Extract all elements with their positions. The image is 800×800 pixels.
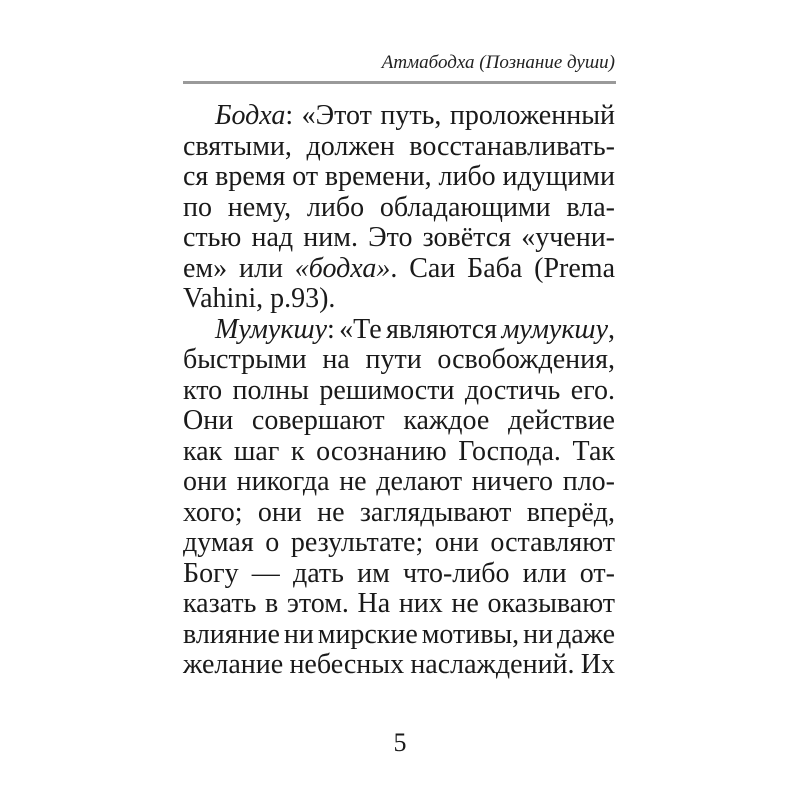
text-line <box>183 650 615 681</box>
italic-term: «бодха» <box>294 252 391 284</box>
text-line <box>183 589 615 620</box>
text-segment: : «Те являются <box>327 313 502 345</box>
text-segment: хого; они не заглядывают вперёд, <box>183 496 615 528</box>
text-line <box>183 467 615 498</box>
text-segment: Vahini, p.93). <box>183 283 336 314</box>
text-segment: думая о результате; они оставляют <box>183 527 615 558</box>
text-segment: святыми, должен восстанавливать- <box>183 130 615 162</box>
italic-term: Мумукшу <box>215 313 328 345</box>
text-line <box>183 376 615 407</box>
text-line <box>183 620 615 651</box>
text-segment: как шаг к осознанию Господа. Так <box>183 435 615 467</box>
text-line <box>183 223 615 254</box>
text-segment: : «Этот путь, проложенный <box>285 100 615 131</box>
text-segment: стью над ним. Это зовётся «учени- <box>183 222 615 253</box>
text-line <box>183 101 615 132</box>
text-line <box>183 406 615 437</box>
text-line <box>183 284 615 315</box>
text-segment: ем» или <box>183 252 295 284</box>
header-rule <box>183 81 616 84</box>
text-segment: они никогда не делают ничего пло- <box>183 466 615 497</box>
body-text <box>183 101 615 681</box>
text-segment: , <box>608 313 615 345</box>
text-segment: по нему, либо обладающими вла- <box>183 191 615 223</box>
text-segment: влияние ни мирские мотивы, ни даже <box>183 618 615 650</box>
text-line <box>183 193 615 224</box>
text-segment: быстрыми на пути освобождения, <box>183 344 615 375</box>
italic-term: Бодха <box>215 100 286 131</box>
text-line <box>183 559 615 590</box>
text-line <box>183 254 615 285</box>
text-segment: Богу — дать им что-либо или от- <box>183 557 615 589</box>
text-line <box>183 132 615 163</box>
text-line <box>183 345 615 376</box>
text-segment: казать в этом. На них не оказывают <box>183 588 615 619</box>
text-line <box>183 528 615 559</box>
text-line <box>183 437 615 468</box>
running-header: Атмабодха (Познание души) <box>381 52 615 73</box>
text-segment: Они совершают каждое действие <box>183 405 615 436</box>
text-line <box>183 162 615 193</box>
text-line <box>183 498 615 529</box>
text-segment: . Саи Баба (Prema <box>390 252 616 284</box>
text-segment: желание небесных наслаждений. Их <box>183 649 615 680</box>
page-number: 5 <box>393 728 407 757</box>
text-line <box>183 315 615 346</box>
italic-term: мумукшу <box>501 313 608 345</box>
text-segment: кто полны решимости достичь его. <box>183 374 615 406</box>
text-segment: ся время от времени, либо идущими <box>183 161 615 192</box>
